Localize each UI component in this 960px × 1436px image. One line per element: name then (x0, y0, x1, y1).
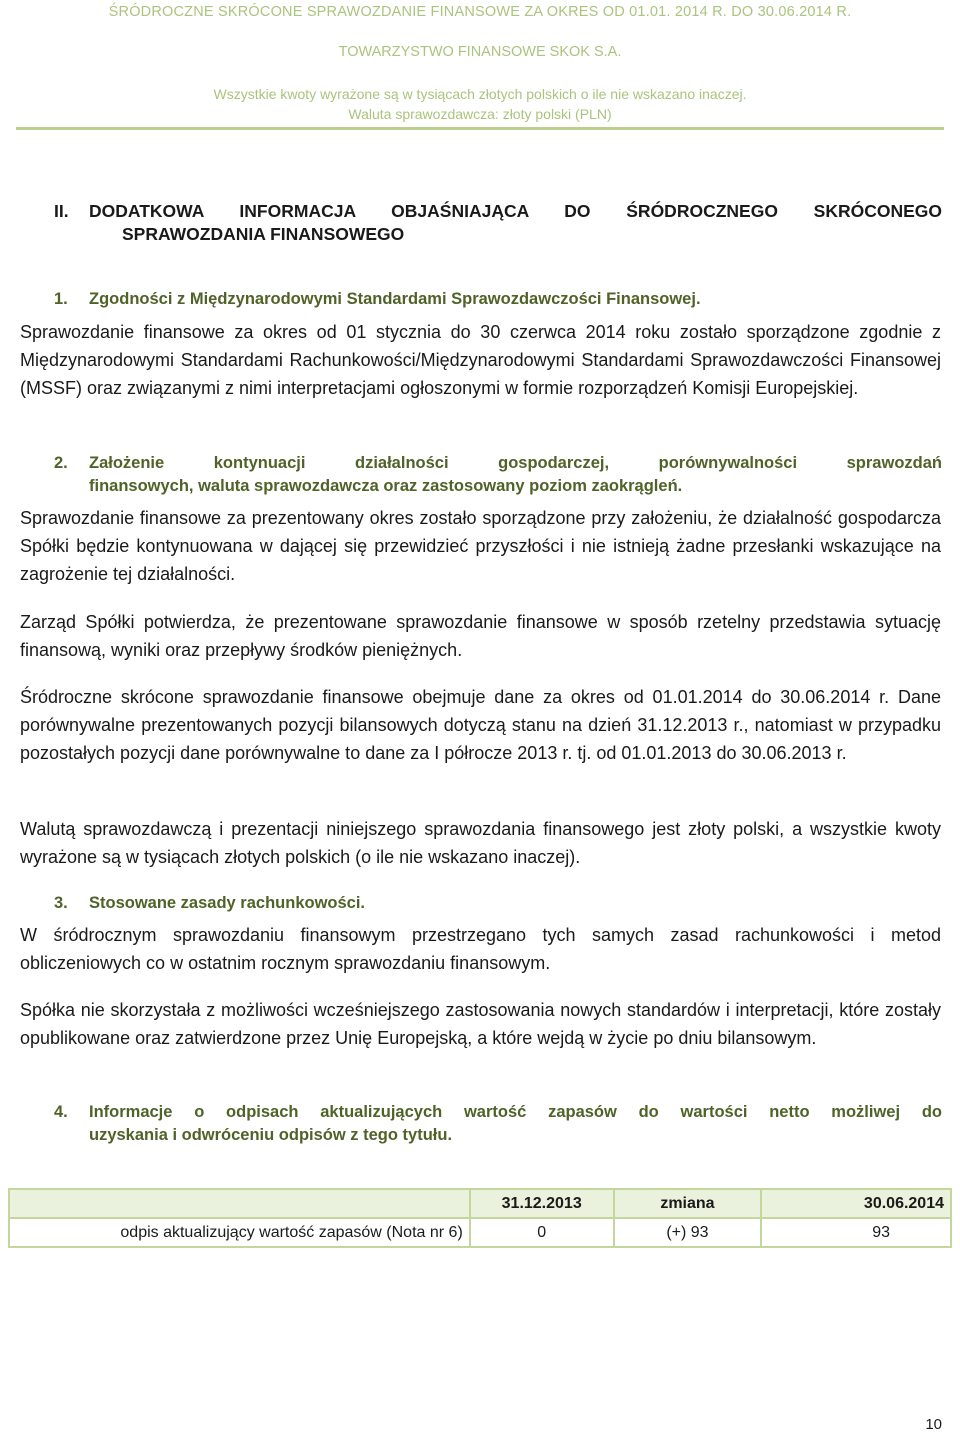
table-cell: 93 (761, 1218, 951, 1247)
inventory-writedown-table (8, 1188, 952, 1248)
page-number: 10 (925, 1416, 942, 1433)
table-row (9, 1218, 951, 1247)
section-number: II. (54, 201, 69, 221)
subsection-2-paragraph-2: Zarząd Spółki potwierdza, że prezentowane sprawozdanie finansowe w sposób rzetelny przedstawia sytuację finansową, wyniki oraz przepływy środków pieniężnych. (20, 612, 941, 660)
report-header-title: ŚRÓDROCZNE SKRÓCONE SPRAWOZDANIE FINANSOWE ZA OKRES OD 01.01. 2014 R. DO 30.06.2014 R. (108, 4, 852, 20)
subsection-2-title-line1: Założenie kontynuacji działalności gospodarczej, porównywalności sprawozdań (89, 454, 942, 472)
currency-note: Waluta sprawozdawcza: złoty polski (PLN) (348, 106, 612, 122)
section-title-line1: DODATKOWA INFORMACJA OBJAŚNIAJĄCA DO ŚRÓDROCZNEGO SKRÓCONEGO (89, 201, 942, 221)
subsection-4-heading (54, 1101, 942, 1147)
subsection-2-paragraph-3: Śródroczne skrócone sprawozdanie finansowe obejmuje dane za okres od 01.01.2014 do 30.06.2014 r. Dane porównywalne prezentowanych pozycji bilansowych dotyczą stanu na dzień 31.12.2013 r., natomiast w przypadku pozostałych pozycji dane porównywalne to dane za I półrocze 2013 r. tj. od 01.01.2013 do 30.06.2013 r. (20, 687, 941, 763)
section-title-line2: SPRAWOZDANIA FINANSOWEGO (122, 224, 405, 244)
subsection-1-paragraph: Sprawozdanie finansowe za okres od 01 stycznia do 30 czerwca 2014 roku zostało sporządzone zgodnie z Międzynarodowymi Standardami Rachunkowości/Międzynarodowymi Standardami Sprawozdawczości Finansowej (MSSF) oraz związanymi z nimi interpretacjami ogłoszonymi w formie rozporządzeń Komisji Europejskiej. (20, 322, 941, 398)
subsection-3-paragraph-2: Spółka nie skorzystała z możliwości wcześniejszego zastosowania nowych standardów i interpretacji, które zostały opublikowane oraz zatwierdzone przez Unię Europejską, a które wejdą w życie po dniu bilansowym. (20, 1000, 941, 1048)
table-header-cell: zmiana (614, 1189, 762, 1218)
subsection-3-title: Stosowane zasady rachunkowości. (89, 894, 366, 912)
subsection-3-number: 3. (54, 894, 68, 912)
subsection-3-paragraph-1: W śródrocznym sprawozdaniu finansowym przestrzegano tych samych zasad rachunkowości i metod obliczeniowych co w ostatnim rocznym sprawozdaniu finansowym. (20, 925, 941, 973)
section-heading (54, 200, 942, 246)
subsection-2-paragraph-4: Walutą sprawozdawczą i prezentacji niniejszego sprawozdania finansowego jest złoty polski, a wszystkie kwoty wyrażone są w tysiącach złotych polskich (o ile nie wskazano inaczej). (20, 819, 941, 867)
subsection-3-heading (54, 892, 942, 915)
subsection-4-title-line2: uzyskania i odwróceniu odpisów z tego tytułu. (89, 1126, 453, 1144)
subsection-2-paragraph-1: Sprawozdanie finansowe za prezentowany okres zostało sporządzone przy założeniu, że działalność gospodarcza Spółki będzie kontynuowana w dającej się przewidzieć przyszłości i nie istnieją żadne przesłanki wskazujące na zagrożenie tej działalności. (20, 508, 941, 584)
subsection-4-title-line1: Informacje o odpisach aktualizujących wartość zapasów do wartości netto możliwej do (89, 1103, 942, 1121)
table-cell: 0 (470, 1218, 614, 1247)
header-divider (16, 127, 944, 130)
subsection-2-number: 2. (54, 454, 68, 472)
subsection-1-heading (54, 288, 942, 311)
subsection-2-title-line2: finansowych, waluta sprawozdawcza oraz zastosowany poziom zaokrągleń. (89, 477, 683, 495)
company-name: TOWARZYSTWO FINANSOWE SKOK S.A. (338, 44, 622, 60)
table-header-cell (9, 1189, 470, 1218)
subsection-4-number: 4. (54, 1103, 68, 1121)
amounts-note: Wszystkie kwoty wyrażone są w tysiącach złotych polskich o ile nie wskazano inaczej. (213, 86, 747, 102)
table-header-cell: 30.06.2014 (761, 1189, 951, 1218)
table-header-cell: 31.12.2013 (470, 1189, 614, 1218)
table-header-row (9, 1189, 951, 1218)
subsection-1-title: Zgodności z Międzynarodowymi Standardami Sprawozdawczości Finansowej. (89, 290, 701, 308)
subsection-2-heading (54, 452, 942, 498)
table-cell: odpis aktualizujący wartość zapasów (Nota nr 6) (9, 1218, 470, 1247)
table-cell: (+) 93 (614, 1218, 762, 1247)
subsection-1-number: 1. (54, 290, 68, 308)
